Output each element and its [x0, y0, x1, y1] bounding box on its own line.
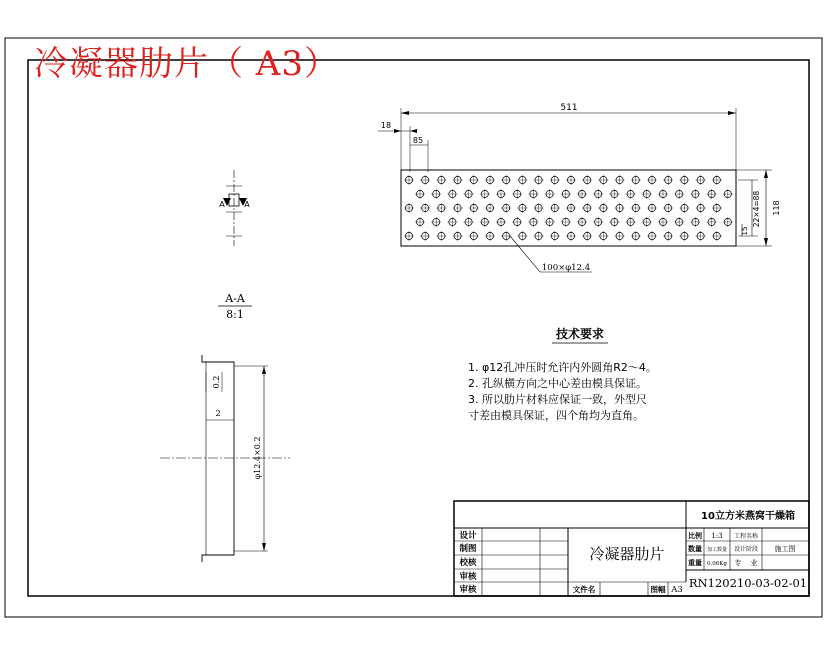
dim-total-length: 511 — [560, 103, 578, 113]
row-label-review: 审核 — [459, 572, 477, 582]
weight-value: 0.06Kg — [707, 561, 727, 567]
dim-hole-spacing: 22×4=88 — [752, 190, 761, 228]
dim-pitch: 85 — [412, 136, 424, 145]
sheet-label: 图幅 — [650, 585, 666, 594]
section-marker-left: A — [219, 200, 225, 209]
scale-label: 比例 — [688, 532, 702, 540]
design-stage-label: 设计阶段 — [733, 546, 759, 553]
note-2: 2. 孔纵横方向之中心差由模具保证。 — [468, 377, 647, 390]
section-cut-marker — [219, 170, 250, 246]
stage-value: 施工图 — [774, 545, 796, 553]
hole-pattern — [404, 175, 733, 241]
dim-edge: 15 — [741, 226, 749, 236]
plate-front-view — [378, 103, 781, 273]
project-name: 10立方米燕窝干燥箱 — [701, 511, 795, 522]
scale-value: 1:3 — [711, 532, 723, 540]
section-view — [160, 355, 290, 562]
dim-offset-left: 18 — [380, 121, 392, 130]
file-label: 文件名 — [572, 585, 596, 594]
note-4: 寸差由模具保证，四个角均为直角。 — [468, 409, 644, 422]
notes-heading: 技术要求 — [555, 327, 605, 341]
technical-notes — [468, 326, 657, 422]
note-1: 1. φ12孔冲压时允许内外圆角R2～4。 — [468, 361, 657, 374]
drawing-number: RN120210-03-02-01 — [688, 576, 808, 590]
dim-height: 118 — [772, 200, 781, 216]
row-label-check: 校核 — [459, 558, 477, 568]
qty-value: 加工数量 — [706, 547, 728, 553]
material-label: 工程名称 — [733, 533, 759, 540]
outer-frame — [5, 38, 822, 617]
hole-callout: 100×φ12.4 — [541, 263, 591, 273]
row-label-design: 设计 — [459, 531, 477, 541]
section-marker-right: A — [244, 200, 250, 209]
row-label-approve: 审核 — [459, 585, 477, 595]
unit-label: 专 — [734, 559, 742, 567]
dim-diameter: φ12.4×0.2 — [253, 436, 262, 480]
unit-value: 业 — [750, 559, 758, 567]
sheet-value: A3 — [671, 585, 683, 595]
section-label: A-A — [225, 292, 245, 305]
weight-label: 重量 — [688, 559, 702, 567]
header-title: 冷凝器肋片（ A3） — [34, 44, 339, 84]
section-scale: 8:1 — [226, 308, 244, 321]
qty-label: 数量 — [688, 545, 702, 553]
part-name: 冷凝器肋片 — [589, 545, 665, 563]
note-3: 3. 所以肋片材料应保证一致，外型尺 — [468, 393, 647, 406]
dim-thickness: 0.2 — [212, 375, 221, 389]
row-label-drawing: 制图 — [459, 544, 477, 554]
dim-flange: 2 — [215, 409, 221, 418]
